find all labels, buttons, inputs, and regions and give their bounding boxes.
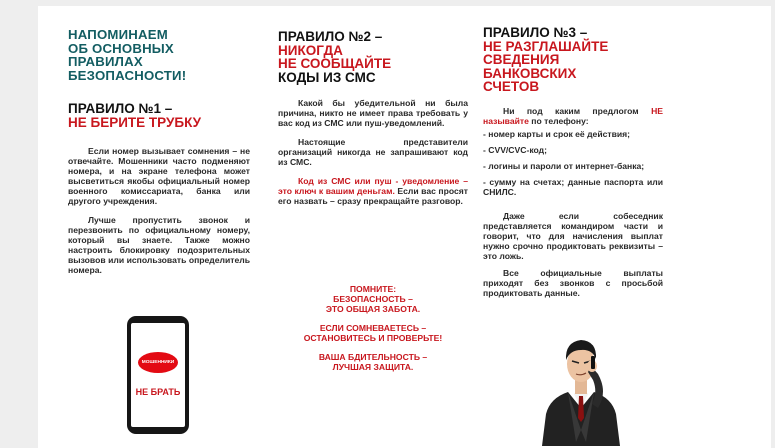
highlight-text: Код из СМС или пуш - уведомление – это ключ к вашим деньгам. (278, 176, 468, 196)
phone-illustration (127, 316, 189, 434)
paragraph: Если номер вызывает сомнения – не отвечайте. Мошенники часто подменяют номера, и на экране телефона может высветиться якобы официальный номер военного комиссариата, банка или другого учреждения. (68, 146, 250, 206)
reminder-line: ЭТО ОБЩАЯ ЗАБОТА. (325, 304, 421, 314)
rule-title-line: СЧЕТОВ (483, 79, 540, 94)
paragraph: Лучше пропустить звонок и перезвонить по официальному номеру, который вы знаете. Также можно настроить блокировку подозрительных вызовов или использовать определитель номера. (68, 215, 250, 275)
paragraph-text: Если вас просят его назвать – сразу прекращайте разговор. (278, 186, 468, 206)
paragraph: Какой бы убедительной ни была причина, никто не имеет права требовать у вас код из СМС или пуш-уведомлений. (278, 98, 468, 128)
tie-shape (578, 396, 584, 422)
reminder-line: ВАША БДИТЕЛЬНОСТЬ – (318, 352, 428, 362)
paragraph (278, 176, 468, 206)
paragraph: Настоящие представители организаций никогда не запрашивают код из СМС. (278, 137, 468, 167)
paragraph-text: по телефону: (531, 115, 589, 126)
reminder-line: БЕЗОПАСНОСТЬ – (333, 294, 413, 304)
phone-icon (591, 356, 595, 369)
reminder-line: ПОМНИТЕ: (349, 284, 397, 294)
scam-stamp: МОШЕННИКИ (138, 352, 178, 373)
paragraph (483, 106, 663, 126)
rule-1-heading (68, 102, 250, 129)
list-item: - сумму на счетах; данные паспорта или СНИЛС. (483, 176, 663, 197)
intro-heading (68, 28, 250, 82)
column-rule-3 (483, 26, 663, 298)
neck (575, 380, 587, 394)
intro-line: ПРАВИЛАХ (68, 54, 143, 69)
rule-title-line: КОДЫ ИЗ СМС (278, 69, 376, 85)
leaflet (38, 6, 771, 448)
reminder-group (278, 284, 468, 314)
reminder-group (278, 323, 468, 343)
phone-screen (131, 323, 185, 427)
rule-title-line: БАНКОВСКИХ (483, 65, 577, 81)
intro-line: ОБ ОСНОВНЫХ (68, 40, 174, 56)
column-rule-2 (278, 30, 468, 206)
rule-number: ПРАВИЛО №1 – (68, 101, 173, 116)
rule-title-line: НЕ СООБЩАЙТЕ (278, 56, 392, 71)
intro-line: БЕЗОПАСНОСТИ! (68, 67, 187, 83)
reminder-line: ЛУЧШАЯ ЗАЩИТА. (332, 362, 414, 372)
rule-number: ПРАВИЛО №3 – (483, 25, 588, 40)
paragraph: Даже если собеседник представляется командиром части и говорит, что для начисления выплат нужно срочно продиктовать реквизиты – это ложь. (483, 210, 663, 261)
rule-title-line: СВЕДЕНИЯ (483, 52, 560, 67)
list-item: - CVV/CVC-код; (483, 144, 547, 155)
reminder-line: ОСТАНОВИТЕСЬ И ПРОВЕРЬТЕ! (303, 333, 443, 343)
reminder-block (278, 284, 468, 381)
rule-number: ПРАВИЛО №2 – (278, 29, 383, 44)
reminder-line: ЕСЛИ СОМНЕВАЕТЕСЬ – (319, 323, 427, 333)
rule-3-heading (483, 26, 663, 94)
column-rule-1 (68, 28, 250, 275)
rule-title-line: НИКОГДА (278, 42, 343, 58)
highlight-text: НЕ называйте (483, 105, 664, 126)
rule-title: НЕ БЕРИТЕ ТРУБКУ (68, 114, 202, 130)
list-item: - номер карты и срок её действия; (483, 128, 631, 139)
man-on-phone-illustration (536, 322, 626, 446)
phone-caption: НЕ БРАТЬ (135, 387, 181, 397)
paragraph-text: Ни под каким предлогом (503, 105, 639, 116)
paragraph: Все официальные выплаты приходят без звонков с просьбой продиктовать данные. (483, 267, 663, 298)
reminder-group (278, 352, 468, 372)
rule-title-line: НЕ РАЗГЛАШАЙТЕ (483, 38, 609, 54)
rule-2-heading (278, 30, 468, 84)
list-item: - логины и пароли от интернет-банка; (483, 160, 645, 171)
intro-line: НАПОМИНАЕМ (68, 27, 168, 42)
